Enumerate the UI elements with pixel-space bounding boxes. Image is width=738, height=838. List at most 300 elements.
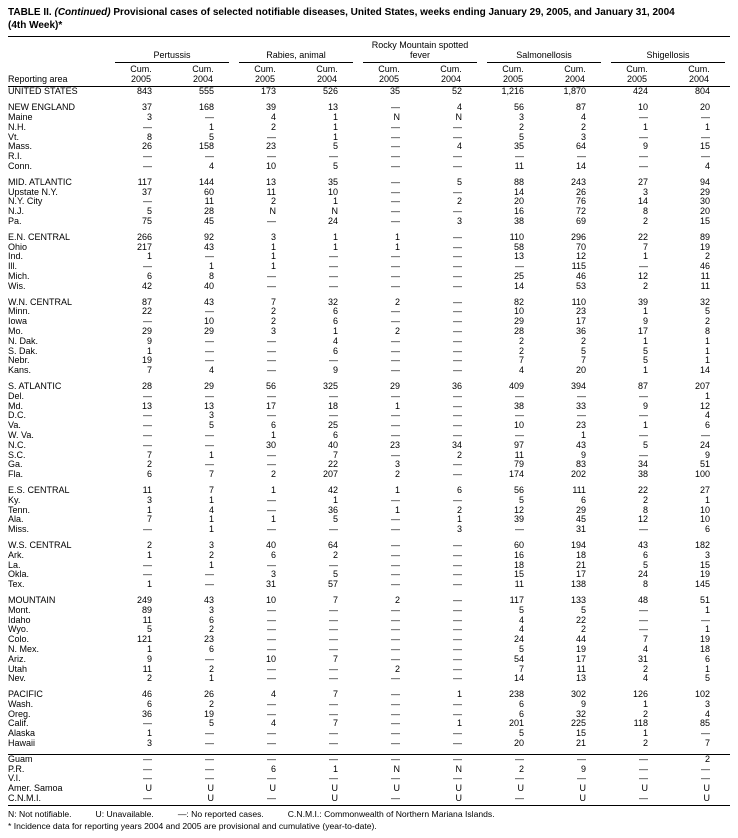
value-cell: 64 [576,141,587,152]
value-cell: — [391,280,401,291]
value-cell: U [641,783,649,794]
value-cell: — [143,439,152,450]
value-cell: 296 [570,231,587,242]
value-cell: 43 [638,539,649,550]
value-cell: — [143,524,152,535]
value-cell: 100 [694,469,711,480]
value-cell: — [639,763,649,774]
value-cell: 64 [328,539,339,550]
value-cell: 39 [514,514,525,525]
value-cell: 36 [328,504,339,515]
reporting-area-cell: Mo. [8,326,24,336]
reporting-area-cell: NEW ENGLAND [8,102,76,113]
value-cell: 6 [209,614,215,625]
value-cell: 2 [643,708,649,719]
value-cell: 2 [271,316,277,327]
value-cell: — [701,614,711,625]
value-cell: 1 [705,390,711,401]
value-cell: — [453,161,463,172]
value-cell: 5 [209,718,215,729]
value-cell: 21 [576,738,587,749]
value-cell: — [701,429,711,440]
value-cell: 14 [514,280,525,291]
value-cell: 2 [643,216,649,227]
value-cell: — [329,261,339,272]
value-cell: 7 [333,718,339,729]
reporting-area-cell: V.I. [8,773,21,784]
value-cell: 5 [457,176,463,187]
reporting-area-cell: MOUNTAIN [8,594,56,605]
reporting-area-cell: Minn. [8,306,31,317]
value-cell: 6 [271,763,277,774]
value-cell: — [329,624,339,635]
value-cell: 12 [700,400,711,411]
value-cell: 168 [198,102,215,113]
value-cell: 2 [209,549,215,560]
value-cell: 1 [395,400,401,411]
value-cell: 4 [581,112,587,123]
value-cell: — [267,390,277,401]
value-cell: 82 [514,296,525,307]
value-cell: 5 [209,420,215,431]
value-cell: 1 [209,673,215,684]
value-cell: 87 [141,296,152,307]
value-cell: 72 [576,206,587,217]
value-cell: — [453,355,463,366]
value-cell: 4 [643,673,649,684]
value-cell: 5 [705,306,711,317]
value-cell: 9 [333,365,339,376]
value-cell: — [453,594,463,605]
reporting-area-cell: Wash. [8,698,34,709]
value-cell: 145 [694,579,711,590]
value-cell: 117 [137,176,152,187]
value-cell: 1 [705,335,711,346]
value-cell: — [329,773,339,784]
footnote-legend [8,809,730,820]
value-cell: 18 [576,549,587,560]
reporting-area-cell: N. Mex. [8,643,40,654]
value-cell: — [453,494,463,505]
value-cell: — [267,559,277,570]
table-row [8,233,730,243]
value-cell: 6 [581,494,587,505]
value-cell: 182 [694,539,711,550]
value-cell: — [391,753,401,764]
value-cell: — [205,306,215,317]
value-cell: 3 [209,410,215,421]
value-cell: 9 [146,653,152,664]
value-cell: — [329,698,339,709]
value-cell: 5 [643,559,649,570]
value-cell: 138 [570,579,587,590]
value-cell: 22 [141,306,152,317]
value-cell: 57 [328,579,339,590]
value-cell: 7 [333,449,339,460]
value-cell: U [207,783,215,794]
table-row [8,739,730,749]
value-cell: 302 [570,689,587,700]
value-cell: 118 [633,718,649,729]
value-cell: 56 [266,380,277,391]
value-cell: 26 [204,689,215,700]
value-cell: — [267,365,277,376]
value-cell: — [391,494,401,505]
value-cell: 9 [581,449,587,460]
value-cell: 97 [514,439,525,450]
value-cell: — [577,390,587,401]
col-header-salmonellosis-cum-2005: Cum. 2005 [482,63,544,87]
value-cell: — [267,728,277,739]
value-cell: 52 [452,86,463,97]
value-cell: — [453,773,463,784]
value-cell: 15 [700,216,711,227]
value-cell: 144 [198,176,215,187]
value-cell: — [234,794,296,805]
value-cell: 1 [271,251,277,262]
value-cell: 5 [705,673,711,684]
value-cell: 102 [694,689,711,700]
title-text: Provisional cases of selected notifiable diseases, United States, weeks ending January 29, 2005, and January 31, 2004 [113,7,675,18]
value-cell: 6 [333,306,339,317]
table-row [8,719,730,729]
value-cell: — [205,112,215,123]
value-cell: — [329,643,339,654]
value-cell: 69 [576,216,587,227]
reporting-area-cell: Amer. Samoa [8,783,63,794]
value-cell: — [391,728,401,739]
value-cell: — [205,773,215,784]
value-cell: 174 [508,469,525,480]
table-row [8,421,730,431]
value-cell: 8 [705,326,711,336]
value-cell: 36 [576,326,587,336]
value-cell: — [515,390,525,401]
table-row [8,188,730,198]
value-cell: 2 [271,196,277,207]
value-cell: 2 [643,280,649,291]
value-cell: 2 [581,121,587,132]
value-cell: — [701,728,711,739]
value-cell: 85 [700,718,711,729]
value-cell: 4 [271,718,277,729]
value-cell: 35 [328,176,339,187]
value-cell: — [639,604,649,615]
value-cell: 6 [271,549,277,560]
table-row [8,366,730,376]
value-cell: — [143,196,152,207]
value-cell: — [482,794,544,805]
value-cell: 5 [581,345,587,356]
value-cell: 43 [204,296,215,307]
value-cell: — [391,196,401,207]
value-cell: 1 [146,549,152,560]
col-group-pertussis [110,37,234,63]
value-cell: 1 [146,345,152,356]
value-cell: U [668,794,730,805]
value-cell: — [329,251,339,262]
value-cell: 51 [700,459,711,470]
reporting-area-cell: Pa. [8,216,22,227]
value-cell: 8 [643,504,649,515]
value-cell: — [267,280,277,291]
value-cell: 56 [514,484,525,495]
group-label: Rabies, animal [239,50,353,62]
table-row [8,317,730,327]
value-cell: 79 [514,459,525,470]
col-header-pertussis-cum-2004: Cum. 2004 [172,63,234,87]
value-cell: 6 [519,698,525,709]
value-cell: — [391,524,401,535]
value-cell: — [391,643,401,654]
value-cell: 10 [514,306,525,317]
value-cell: — [639,773,649,784]
value-cell: 5 [209,131,215,142]
value-cell: 555 [198,86,215,97]
value-cell: — [391,141,401,152]
value-cell: — [391,131,401,142]
value-cell: 23 [266,141,277,152]
value-cell: 207 [322,469,339,480]
value-cell: — [267,614,277,625]
value-cell: 3 [146,112,152,123]
value-cell: — [205,355,215,366]
value-cell: 2 [643,663,649,674]
value-cell: — [639,449,649,460]
value-cell: 11 [142,663,152,674]
table-row [8,356,730,366]
value-cell: 3 [146,738,152,749]
value-cell: — [110,794,172,805]
value-cell: — [701,773,711,784]
value-cell: U [393,783,401,794]
table-row [8,625,730,635]
value-cell: — [391,634,401,645]
value-cell: 11 [514,161,525,172]
value-cell: 1 [209,449,215,460]
value-cell: 4 [643,643,649,654]
value-cell: — [205,653,215,664]
value-cell: 19 [700,241,711,252]
table-row [8,551,730,561]
value-cell: — [701,112,711,123]
value-cell: — [453,306,463,317]
value-cell: 1 [643,121,649,132]
value-cell: — [391,653,401,664]
value-cell: 2 [457,449,463,460]
reporting-area-cell: Va. [8,420,21,431]
value-cell: — [391,539,401,550]
value-cell: 2 [705,316,711,327]
value-cell: — [391,151,401,162]
table-row [8,382,730,392]
reporting-area-cell: Nev. [8,673,26,684]
value-cell: 92 [204,231,215,242]
value-cell: 38 [514,400,525,411]
value-cell: — [329,634,339,645]
table-row [8,142,730,152]
value-cell: 1 [333,231,339,242]
value-cell: 4 [519,614,525,625]
reporting-area-cell: Upstate N.Y. [8,186,58,197]
value-cell: 10 [266,594,277,605]
value-cell: 16 [514,206,525,217]
value-cell: U [269,783,277,794]
value-cell: — [267,738,277,749]
value-cell: 27 [700,484,711,495]
value-cell: 46 [141,689,152,700]
table-row [8,217,730,227]
value-cell: — [267,753,277,764]
value-cell: 33 [576,400,587,411]
value-cell: — [391,335,401,346]
value-cell: 5 [333,161,339,172]
value-cell: — [577,773,587,784]
value-cell: 23 [576,420,587,431]
value-cell: 10 [700,504,711,515]
value-cell: 4 [519,624,525,635]
reporting-area-cell: Mont. [8,604,31,615]
col-header-shigellosis-cum-2005: Cum. 2005 [606,63,668,87]
value-cell: 28 [141,380,152,391]
value-cell: — [329,728,339,739]
value-cell: — [391,271,401,282]
value-cell: 4 [457,102,463,113]
table-row [8,87,730,97]
value-cell: 207 [694,380,711,391]
reporting-area-cell: S.C. [8,449,26,460]
table-row [8,794,730,805]
value-cell: 1 [333,241,339,252]
value-cell: 17 [266,400,277,411]
value-cell: 14 [700,365,711,376]
value-cell: 5 [581,604,587,615]
value-cell: 5 [333,141,339,152]
value-cell: — [329,355,339,366]
value-cell: 1 [643,335,649,346]
value-cell: 42 [328,484,339,495]
reporting-area-cell: La. [8,559,21,570]
value-cell: — [205,345,215,356]
value-cell: 4 [519,365,525,376]
value-cell: 1 [395,241,401,252]
value-cell: — [606,794,668,805]
value-cell: 32 [328,296,339,307]
table-row [8,655,730,665]
table-row [8,506,730,516]
value-cell: 28 [204,206,215,217]
value-cell: 5 [519,643,525,654]
value-cell: 36 [141,708,152,719]
value-cell: 22 [638,484,649,495]
value-cell: 7 [519,355,525,366]
value-cell: 24 [700,439,711,450]
value-cell: — [639,410,649,421]
value-cell: 1 [705,663,711,674]
value-cell: 22 [576,614,587,625]
value-cell: 2 [457,504,463,515]
value-cell: — [515,151,525,162]
value-cell: 2 [519,763,525,774]
value-cell: 7 [146,365,152,376]
value-cell: 15 [700,559,711,570]
value-cell: 34 [452,439,463,450]
value-cell: — [639,390,649,401]
value-cell: 3 [209,539,215,550]
value-cell: 1 [209,559,215,570]
value-cell: 7 [333,594,339,605]
value-cell: — [453,624,463,635]
value-cell: 6 [146,698,152,709]
value-cell: 5 [643,345,649,356]
value-cell: 24 [638,569,649,580]
table-row [8,561,730,571]
value-cell: — [329,151,339,162]
reporting-area-cell: Okla. [8,569,30,580]
value-cell: — [453,420,463,431]
value-cell: 843 [136,86,152,97]
value-cell: 17 [638,326,649,336]
value-cell: 9 [705,449,711,460]
value-cell: 9 [146,335,152,346]
value-cell: 70 [576,241,587,252]
title-line-1 [8,6,730,19]
reporting-area-cell: S. ATLANTIC [8,380,62,391]
value-cell: 43 [204,594,215,605]
table-row [8,515,730,525]
value-cell: 8 [643,579,649,590]
reporting-area-cell: Tex. [8,579,25,590]
table-row [8,113,730,123]
value-cell: 6 [519,708,525,719]
value-cell: 1 [705,355,711,366]
value-cell: 1 [643,420,649,431]
title-week-line: (4th Week)* [8,20,63,31]
value-cell: 1 [333,494,339,505]
value-cell: — [329,614,339,625]
value-cell: 6 [705,420,711,431]
value-cell: — [267,449,277,460]
value-cell: 6 [333,316,339,327]
value-cell: — [515,524,525,535]
value-cell: 31 [266,579,277,590]
value-cell: 75 [141,216,152,227]
value-cell: 1 [643,698,649,709]
value-cell: U [172,794,234,805]
value-cell: 88 [514,176,525,187]
reporting-area-cell: Mich. [8,271,30,282]
table-row [8,327,730,337]
value-cell: — [391,186,401,197]
value-cell: 1 [209,261,215,272]
value-cell: 11 [142,614,152,625]
value-cell: — [453,186,463,197]
value-cell: 36 [452,380,463,391]
value-cell: 1 [146,579,152,590]
value-cell: 23 [576,306,587,317]
value-cell: 4 [271,112,277,123]
value-cell: — [453,614,463,625]
value-cell: 9 [581,698,587,709]
footnote-incidence-note: * Incidence data for reporting years 2004 and 2005 are provisional and cumulative (year-to-date). [8,820,377,831]
value-cell: — [639,151,649,162]
value-cell: 9 [643,141,649,152]
footnotes [8,809,730,831]
value-cell: 35 [514,141,525,152]
value-cell: 4 [333,335,339,346]
value-cell: 4 [271,689,277,700]
reporting-area-cell: UNITED STATES [8,86,78,97]
